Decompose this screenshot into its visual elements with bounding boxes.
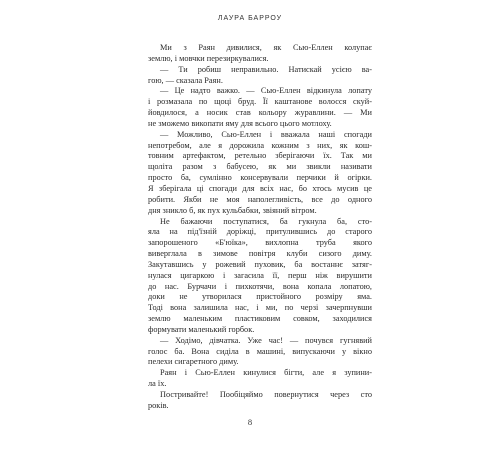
text-line: дня зникло б, як пух кульбабки, звіяний вітром.: [148, 205, 317, 215]
text-line: йовдилося, а носик став кольору журавлини. — Ми: [148, 108, 372, 118]
text-line: ла їх.: [148, 379, 167, 389]
text-line: Не бажаючи поступатися, ба гукнула ба, сто-: [160, 216, 372, 226]
text-line: — Це надто важко. — Сью-Еллен відкинула лопату: [160, 86, 372, 96]
text-line: землю, і мовчки перезиркувалися.: [148, 53, 269, 63]
text-line: Закутавшись у рожевий пуховик, ба востаннє затяг-: [148, 259, 372, 269]
text-line: запорошеного «Б'юїка», вихлопна труба якого: [148, 238, 372, 248]
text-line: і розмазала по щоці бруд. Її каштанове волосся скуй-: [148, 97, 372, 107]
text-line: робити. Якби не моя наполегливість, все до одного: [148, 194, 372, 204]
running-head: ЛАУРА БАРРОУ: [217, 15, 283, 22]
text-line: Раян і Сью-Еллен кинулися бігти, але я зупини-: [160, 368, 372, 378]
text-line: гою, — сказала Раян.: [148, 75, 223, 85]
text-line: нулася цигаркою і загасила її, перш ніж вирушити: [148, 270, 372, 280]
text-line: років.: [148, 400, 169, 410]
text-line: яла на під'їзній доріжці, притулившись до старого: [148, 227, 372, 237]
text-line: Тоді вона залишила нас, і ми, по черзі зачерпнувши: [148, 303, 372, 313]
text-line: землю маленьким пластиковим совком, заходилися: [148, 314, 372, 324]
text-line: до нас. Бурчачи і пихкотячи, вона копала лопатою,: [148, 281, 372, 291]
page-number: 8: [247, 417, 253, 427]
text-line: — Можливо, Сью-Еллен і вважала наші спогади: [160, 129, 372, 139]
text-line: доки не утворилася пристойного розміру яма.: [148, 292, 372, 302]
text-line: просто ба, сумлінно консервували перчики й огірки.: [148, 173, 372, 183]
text-line: виверглала в зимове повітря клуби сизого диму.: [148, 249, 372, 259]
text-line: голос ба. Вона сиділа в машині, випускаючи у вікно: [148, 346, 372, 356]
text-line: товним артефактом, ретельно зберігаючи їх. Так ми: [148, 151, 372, 161]
text-line: формувати маленький горбок.: [148, 324, 255, 334]
text-line: Ми з Раян дивилися, як Сью-Еллен колупає: [160, 43, 372, 52]
text-line: — Ти робиш неправильно. Натискай усією ва-: [160, 64, 372, 74]
text-line: щоліта разом з бабусею, як ми звикли називати: [148, 162, 372, 172]
text-line: непотребом, але я дорожила кожним з них, як кош-: [148, 140, 372, 150]
text-line: Я зберігала ці спогади для всіх нас, бо хтось мусив це: [148, 183, 372, 193]
body-text: [148, 43, 372, 412]
text-line: пелехи сигаретного диму.: [148, 357, 239, 367]
text-line: Постривайте! Пообіцяймо повернутися через сто: [160, 390, 372, 399]
text-line: не зможемо викопати яму для всього цього мотлоху.: [148, 118, 332, 128]
text-line: — Ходімо, дівчатка. Уже час! — почувся гугнявий: [160, 335, 372, 345]
